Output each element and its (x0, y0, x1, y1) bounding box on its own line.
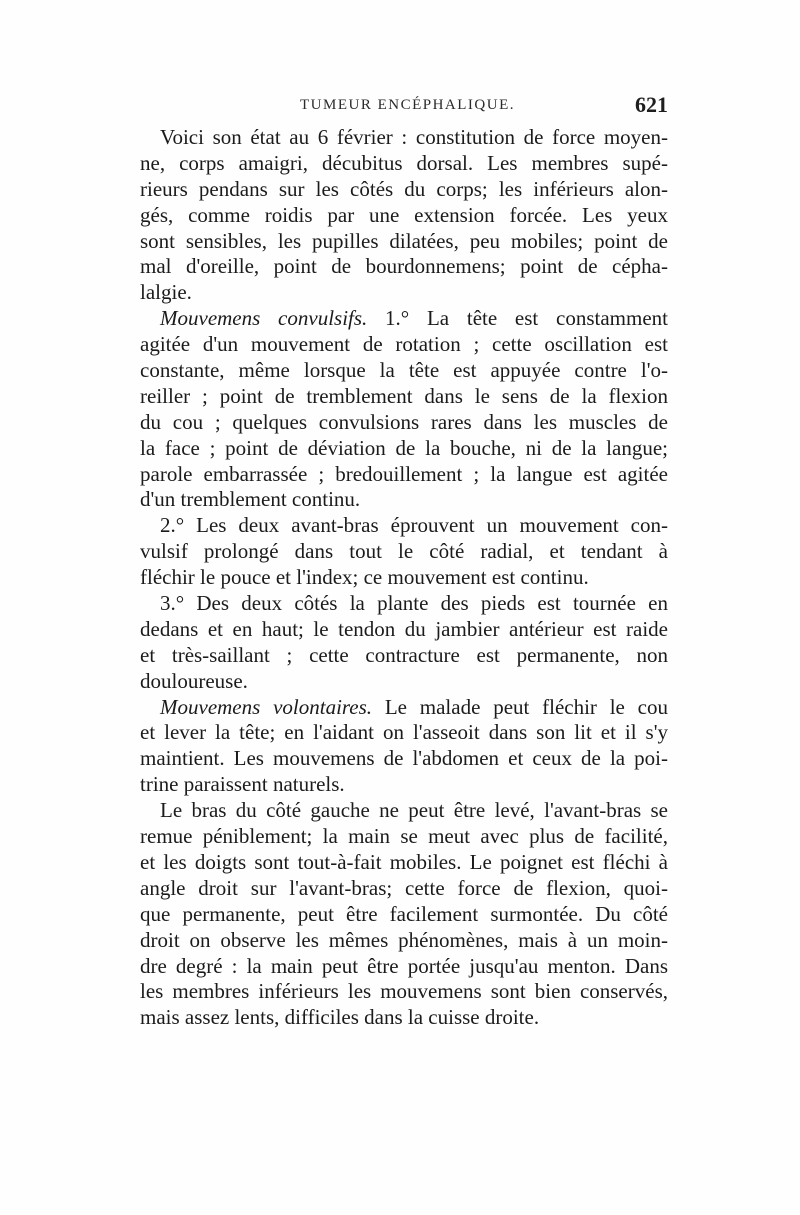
text-line: mal d'oreille, point de bourdonnemens; point de cépha- (140, 254, 668, 279)
text-line: ne, corps amaigri, décubitus dorsal. Les membres supé- (140, 150, 668, 175)
text-line: angle droit sur l'avant-bras; cette force de flexion, quoi- (140, 875, 668, 900)
text-line: mais assez lents, difficiles dans la cuisse droite. (140, 1005, 540, 1030)
text-line: gés, comme roidis par une extension forcée. Les yeux (140, 202, 668, 227)
text-line: Le bras du côté gauche ne peut être levé, l'avant-bras se (160, 798, 668, 823)
text-line: sont sensibles, les pupilles dilatées, peu mobiles; point de (140, 228, 668, 253)
text-line-section (140, 306, 668, 332)
text-line-section (140, 695, 668, 721)
text-line: Voici son état au 6 février : constitution de force moyen- (160, 125, 668, 149)
text-line: maintient. Les mouvemens de l'abdomen et ceux de la poi- (140, 746, 668, 771)
text-run: Le malade peut fléchir le cou (372, 694, 668, 719)
text-line: dedans et en haut; le tendon du jambier antérieur est raide (140, 616, 668, 641)
text-line: et les doigts sont tout-à-fait mobiles. Le poignet est fléchi à (140, 849, 668, 874)
body-text (140, 125, 668, 1031)
text-line: que permanente, peut être facilement surmontée. Du côté (140, 901, 668, 926)
text-line: constante, même lorsque la tête est appuyée contre l'o- (140, 358, 668, 383)
text-line: fléchir le pouce et l'index; ce mouvement est continu. (140, 565, 589, 590)
text-line: droit on observe les mêmes phénomènes, mais à un moin- (140, 927, 668, 952)
text-line: dre degré : la main peut être portée jusqu'au menton. Dans (140, 953, 668, 978)
text-line: vulsif prolongé dans tout le côté radial, et tendant à (140, 539, 668, 564)
text-line: douloureuse. (140, 668, 248, 693)
text-line: lalgie. (140, 280, 192, 305)
section-heading: Mouvemens convulsifs. (160, 306, 368, 331)
text-line: reiller ; point de tremblement dans le sens de la flexion (140, 383, 668, 408)
text-line: du cou ; quelques convulsions rares dans les muscles de (140, 409, 668, 434)
text-line: d'un tremblement continu. (140, 487, 361, 512)
text-line: les membres inférieurs les mouvemens sont bien conservés, (140, 979, 668, 1004)
text-line: rieurs pendans sur les côtés du corps; les inférieurs alon- (140, 176, 668, 201)
text-line: et lever la tête; en l'aidant on l'asseoit dans son lit et il s'y (140, 720, 668, 745)
text-line: parole embarrassée ; bredouillement ; la langue est agitée (140, 461, 668, 486)
text-line: trine paraissent naturels. (140, 772, 345, 797)
text-line: 3.° Des deux côtés la plante des pieds est tournée en (160, 591, 668, 616)
text-line: agitée d'un mouvement de rotation ; cette oscillation est (140, 332, 668, 357)
text-line: et très-saillant ; cette contracture est permanente, non (140, 642, 668, 667)
text-line: 2.° Les deux avant-bras éprouvent un mouvement con- (160, 513, 668, 538)
running-title: TUMEUR ENCÉPHALIQUE. (300, 97, 515, 113)
text-run: 1.° La tête est constamment (367, 306, 668, 331)
text-line: la face ; point de déviation de la bouche, ni de la langue; (140, 435, 668, 460)
page-number: 621 (635, 92, 668, 117)
text-line: remue péniblement; la main se meut avec plus de facilité, (140, 824, 668, 849)
section-heading: Mouvemens volontaires. (160, 694, 373, 719)
page-header (140, 92, 668, 125)
